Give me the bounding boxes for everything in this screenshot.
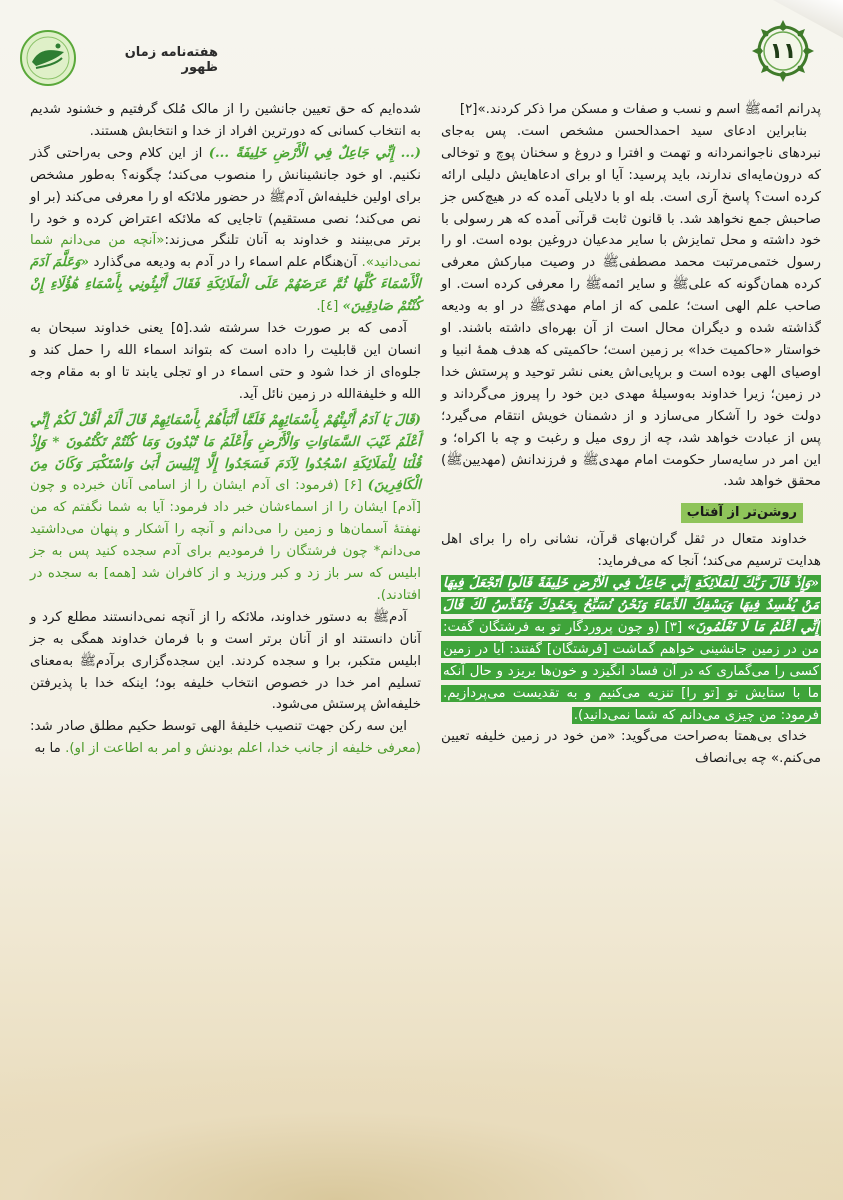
paragraph: خداوند متعال در ثقل گران‌بهای قرآن، نشانی راه را برای اهل هدایت ترسیم می‌کند؛ آنجا که می‌فرماید: [441,532,821,570]
text-run: آن‌هنگام علم اسماء را در آدم به ودیعه می‌گذارد [93,255,362,271]
quran-verse: (قَالَ يَا آدَمُ أَنْبِئْهُمْ بِأَسْمَائِهِمْ فَلَمَّا أَنْبَأَهُمْ بِأَسْمَائِهِمْ قَالَ أَلَمْ أَقُلْ لَكُمْ إِنِّي أَعْلَمُ غَيْبَ السَّمَاوَاتِ وَالْأَرْضِ وَأَعْلَمُ مَا تُبْدُونَ وَمَا كُنْتُمْ تَكْتُمُونَ * وَإِذْ قُلْنَا لِلْمَلَائِكَةِ اسْجُدُوا لِآدَمَ فَسَجَدُوا إِلَّا إِبْلِيسَ أَبَىٰ وَاسْتَكْبَرَ وَكَانَ مِنَ الْكَافِرِينَ) [30,411,421,494]
section-heading-wrap [441,493,821,529]
quran-verse: «وَعَلَّمَ آدَمَ الْأَسْمَاءَ كُلَّهَا ثُمَّ عَرَضَهُمْ عَلَى الْمَلَائِكَةِ فَقَالَ أَنْبِئُونِي بِأَسْمَاءِ هَٰؤُلَاءِ إِنْ كُنْتُمْ صَادِقِينَ» [30,254,421,315]
page-number-badge [748,16,818,86]
page-number: ۱۱ [769,38,797,64]
quran-verse: (... إِنِّي جَاعِلٌ فِي الْأَرْضِ خَلِيفَةً ...) [208,144,421,161]
section-heading: روشن‌تر از آفتاب [681,503,803,523]
logo-emblem-icon [18,28,78,88]
paragraph: آدم‌ﷺ به دستور خداوند، ملائکه را از آنچه نمی‌دانستند مطلع کرد و آنان دانستند او از آنان برتر است و با فرمان خداوند همگی به جز ابلیس متکبر، برا و سجده کردند. این سجده‌گزاری برآدم‌ﷺ به‌معنای تسلیم امر خدا در خصوص انتخاب خلیفه بود؛ اینکه خدا با پذیرفتن خلیفه‌اش پرستش می‌شود. [30,609,421,713]
paragraph [30,716,421,760]
publication-title: هفته‌نامه زمان ظهور [124,45,218,75]
quran-verse: «وَإِذْ قَالَ رَبُّكَ لِلْمَلَائِكَةِ إِنِّي جَاعِلٌ فِي الْأَرْضِ خَلِيفَةً قَالُوا أَتَجْعَلُ فِيهَا مَنْ يُفْسِدُ فِيهَا وَيَسْفِكُ الدِّمَاءَ وَنَحْنُ نُسَبِّحُ بِحَمْدِكَ وَنُقَدِّسُ لَكَ قَالَ إِنِّي أَعْلَمُ مَا لَا تَعْلَمُونَ» [443,575,820,635]
text-run: این سه رکن جهت تنصیب خلیفهٔ الهی توسط حکیم مطلق صادر شد: [30,719,407,735]
quote-translation: [۳] (و چون پروردگار تو به فرشتگان گفت: من در زمین جانشینی خواهم گماشت [فرشتگان] گفتند: آیا در زمین کسی را می‌گماری که در آن فساد انگیزد و خون‌ها بریزد و حال آنکه ما با ستایش تو [تو را] تنزیه می‌کنیم و به تقدیست می‌پردازیم. فرمود: من چیزی می‌دانم که شما نمی‌دانید). [443,619,819,723]
left-column [30,99,421,760]
magazine-logo [18,28,78,88]
text-run: از این کلام وحی به‌راحتی گذر نکنیم. او خود جانشینانش را منصوب می‌کند؛ چگونه؟ به‌طور مشخص برای اولین خلیفه‌اش آدم‌ﷺ در حضور ملائکه او را معرفی می‌کند (بر او نص می‌کند؛ نصی مستقیم) تاجایی که ملائکه اعتراض کرده و خود را برتر می‌بینند و خداوند به آنان تلنگر می‌زند: [30,145,422,249]
background-field [0,1060,843,1200]
paragraph: بنابراین ادعای سید احمدالحسن مشخص است. پس به‌جای نبردهای ناجوانمردانه و تهمت و افترا و دروغ و سخنان پوچ و توخالی که درون‌مایه‌ای ندارند، باید پرسید: آیا او برای ادعاهایش دلیلی ارائه کرده است؟ پاسخ آری است. بله او با دلایلی آمده که در هیچ‌کس جز صاحبش جمع نخواهد شد. با قانون ثابت قرآنی آمده که هر رسولی با خود داشته و محل تمایزش با سایر مدعیان دروغین بوده است. او را رسول ختمی‌مرتبت محمد مصطفی‌ﷺ در وصیت مبارکش معرفی کرده همان‌گونه که علی‌ﷺ و سایر ائمه‌ﷺ را معرفی کرده است. او صاحب علم الهی است؛ علمی که از امام مهدی‌ﷺ در او به ودیعه گذاشته شده و دیگران محال است از آن بهره‌ای داشته باشند. او خواستار «حاکمیت خدا» بر زمین است؛ حاکمیتی که هدف همهٔ انبیا و اوصیای الهی بوده است و برپایی‌اش یعنی نشر توحید و پرستش خدا در زمین؛ زیرا خداوند به‌وسیلهٔ مهدی دین خود را پیروز می‌گرداند و دولت خود را آشکار می‌سازد و از دشمنان خویش انتقام می‌گیرد؛ پس از عبادت خواهد شد، چه از روی میل و رغبت و چه با اکراه؛ و این امر در سایه‌سار حکومت امام مهدی‌ﷺ و فرزندانش (مهدیین‌ﷺ) محقق خواهد شد. [441,123,821,490]
green-quote: (معرفی خلیفه از جانب خدا، اعلم بودنش و امر به اطاعت از او). [65,741,421,757]
green-quote: «آنچه من می‌دانم شما نمی‌دانید». [30,233,421,271]
highlighted-quote [441,573,821,726]
paragraph: پدرانم ائمه‌ﷺ اسم و نسب و صفات و مسکن مرا ذکر کردند.»[۲] [459,102,821,117]
paragraph [30,143,421,318]
right-column [441,99,821,770]
paragraph [30,410,421,607]
text-run: ما به [34,741,66,757]
paragraph: خدای بی‌همتا به‌صراحت می‌گوید: «من خود در زمین خلیفه تعیین می‌کنم.» چه بی‌انصاف [441,729,821,767]
paragraph: آدمی که بر صورت خدا سرشته شد.[۵] یعنی خداوند سبحان به انسان این قابلیت را داده است که بتواند اسماء الله را حمل کند و جلوه‌ای از خدا شود و حتی اسماء در او تجلی یابند تا او به مقام وجه الله و خلیفةالله در زمین نائل آید. [30,321,421,402]
reference: [٤]. [316,299,343,315]
green-translation: [۶] (فرمود: ای آدم ایشان را از اسامی آنان خبرده و چون [آدم] ایشان را از اسماءشان خبر داد فرمود: آیا به شما نگفتم که من نهفتهٔ آسمان‌ها و زمین را می‌دانم و آنچه را آشکار و پنهان می‌داشتید می‌دانم* چون فرشتگان را فرمودیم برای آدم سجده کنید پس به جز ابلیس که سر باز زد و کبر ورزید و از کافران شد [همه] به سجده در افتادند). [30,478,421,603]
paragraph: شده‌ایم که حق تعیین جانشین را از مالک مُلک گرفتیم و خشنود شدیم به انتخاب کسانی که دورترین افراد از خدا و انتخابش هستند. [30,102,421,139]
